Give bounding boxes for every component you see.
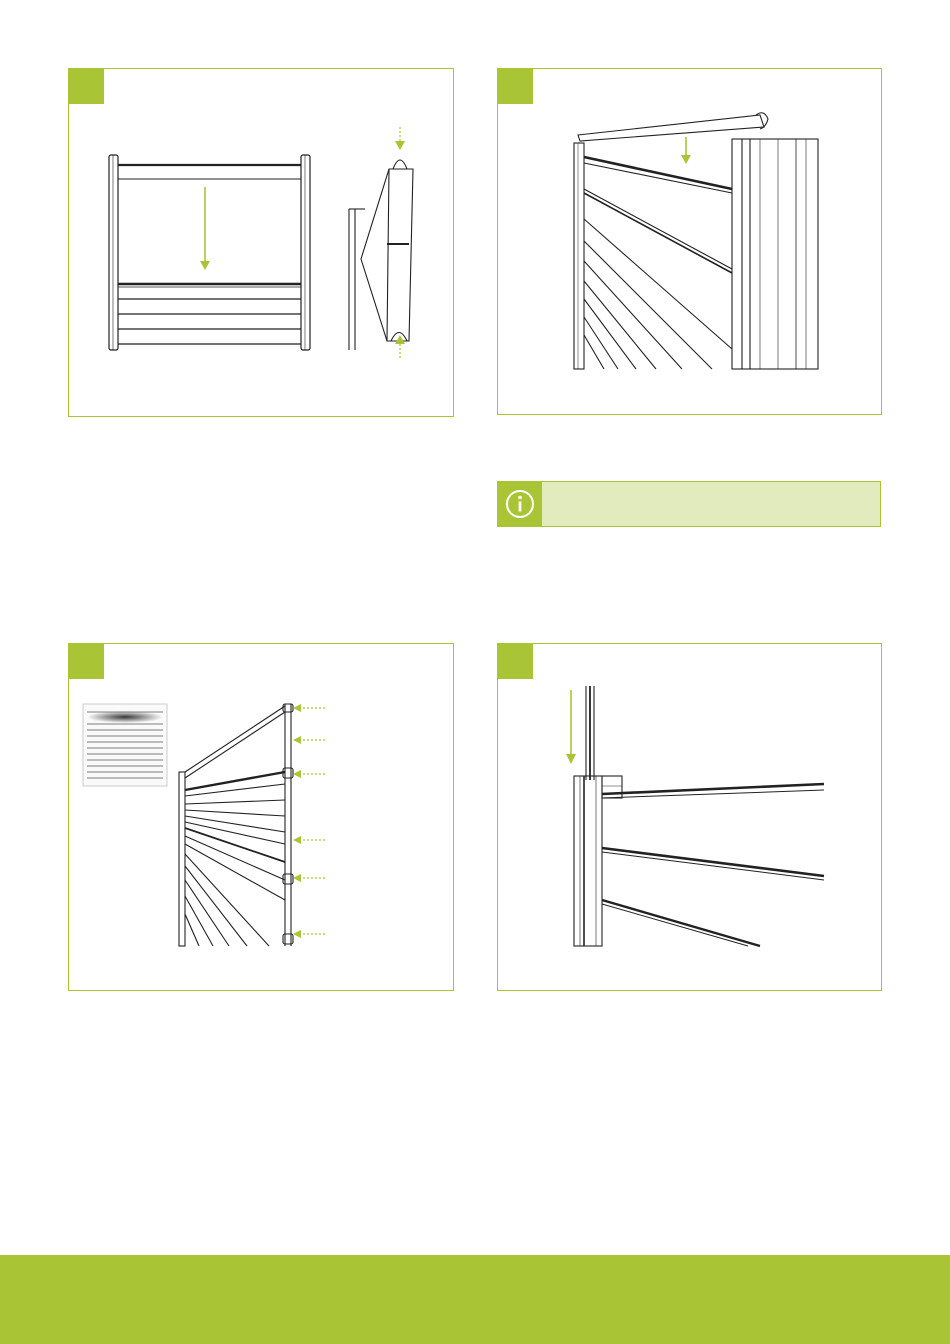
board-stack-illustration — [69, 644, 455, 992]
info-box — [497, 481, 881, 527]
info-icon — [504, 488, 536, 520]
post-cap-illustration — [498, 69, 883, 416]
info-icon-badge — [498, 482, 542, 526]
figure-1 — [68, 68, 454, 417]
figure-3 — [68, 643, 454, 991]
figure-2 — [497, 68, 882, 415]
footer-bar — [0, 1255, 950, 1344]
inset-thumbnail — [83, 704, 167, 786]
figure-4 — [497, 643, 882, 991]
fence-panel-illustration — [69, 69, 455, 418]
post-insertion-illustration — [498, 644, 883, 992]
